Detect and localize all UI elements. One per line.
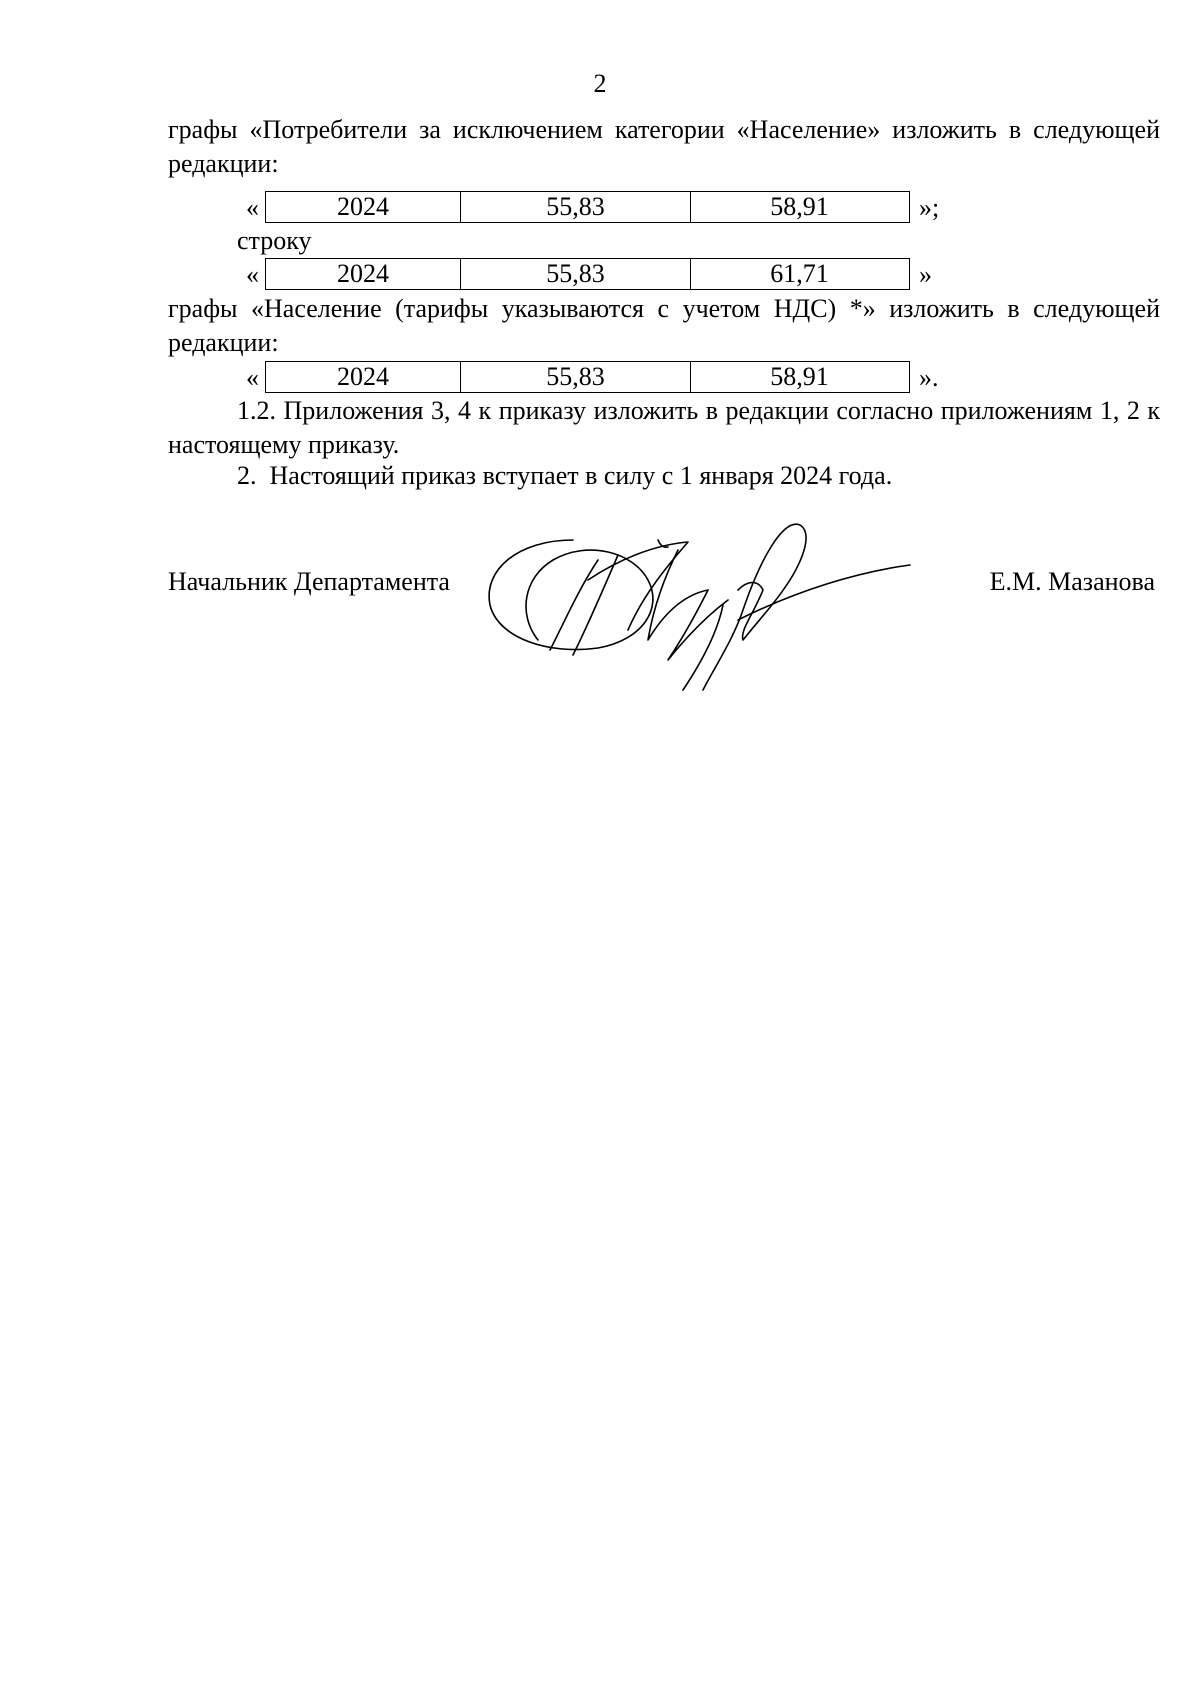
table-cell-tariff-1: 55,83 (461, 259, 691, 289)
table-cell-tariff-2: 61,71 (770, 259, 829, 288)
table-cell-tariff-2: 58,91 (770, 362, 829, 391)
page-number: 2 (593, 69, 607, 98)
signatory-position: Начальник Департамента (168, 567, 450, 596)
quote-open: « (246, 260, 259, 289)
handwritten-signature (478, 520, 918, 695)
signatory-name: Е.М. Мазанова (989, 567, 1155, 596)
table-cell-tariff-2: 58,91 (770, 192, 829, 221)
quote-open: « (246, 363, 259, 392)
quote-open: « (246, 193, 259, 222)
paragraph-2: 2. Настоящий приказ вступает в силу с 1 января 2024 года. (237, 461, 893, 490)
paragraph-1-2: 1.2. Приложения 3, 4 к приказу изложить в редакции согласно приложениям 1, 2 к настоящему приказу. (168, 396, 1160, 459)
table-row-cells (265, 191, 910, 223)
table-cell-year: 2024 (266, 259, 461, 289)
table-cell-year: 2024 (266, 362, 461, 392)
quote-close: » (919, 260, 932, 289)
table-cell-tariff-1: 55,83 (461, 362, 691, 392)
table-row (0, 361, 1200, 395)
paragraph-population-column: графы «Население (тарифы указываются с учетом НДС) *» изложить в следующей редакции: (168, 294, 1160, 357)
table-cell-tariff-1: 55,83 (461, 192, 691, 222)
table-row (0, 191, 1200, 225)
table-row-cells (265, 361, 910, 393)
table-row (0, 258, 1200, 292)
quote-close: ». (919, 363, 939, 392)
quote-close: »; (919, 193, 940, 222)
table-row-cells (265, 258, 910, 290)
paragraph-consumers-column: графы «Потребители за исключением категории «Население» изложить в следующей редакции: (168, 115, 1160, 178)
line-stroku: строку (237, 226, 312, 255)
table-cell-year: 2024 (266, 192, 461, 222)
